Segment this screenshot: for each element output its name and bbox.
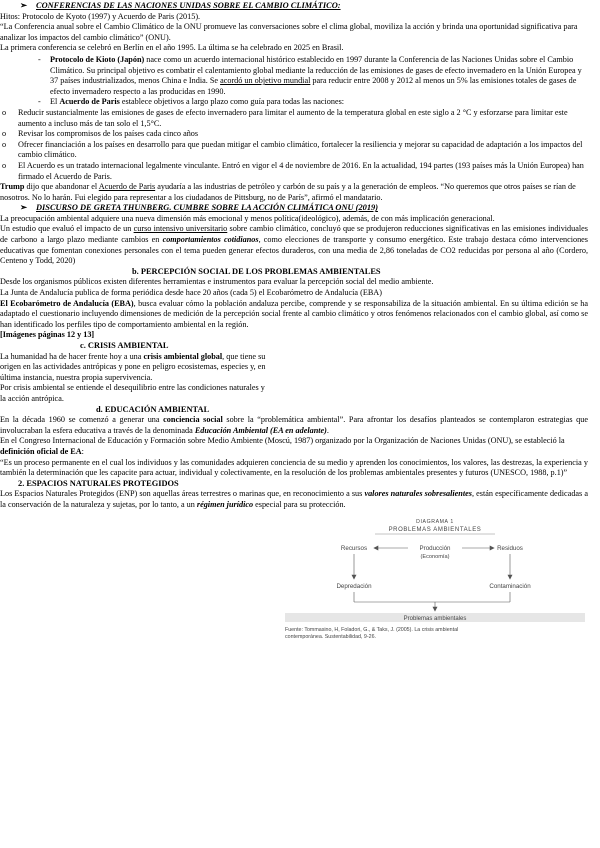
paris-goal-text: Revisar los compromisos de los países cada cinco años xyxy=(18,129,199,139)
node-contamination: Contaminación xyxy=(489,583,531,590)
heading-perception: b. PERCEPCIÓN SOCIAL DE LOS PROBLEMAS AMBIENTALES xyxy=(132,266,381,276)
diagram-svg xyxy=(282,514,588,644)
study-text-b: sobre cambio climático, concluyó que se produjeron reducciones significativas en las emisiones individuales de carbono a largo plazo mediante cambios en xyxy=(0,224,588,245)
edu-text-a: En la década 1960 se comenzó a generar una xyxy=(0,415,164,425)
heading-protected-spaces: 2. ESPACIOS NATURALES PROTEGIDOS xyxy=(18,478,179,488)
arrow-icon: ➢ xyxy=(20,203,28,213)
crisis-paragraph-2: Por crisis ambiental se entiende el desequilibrio entre las condiciones naturales y la acción antrópica. xyxy=(0,383,265,403)
greta-paragraph-2 xyxy=(0,224,588,266)
paris-goal-text: El Acuerdo es un tratado internacional legalmente vinculante. Entró en vigor el 4 de noviembre de 2016. En la actualidad, 194 partes (193 países más la Unión Europea) han firmado el Acuerdo de Paris. xyxy=(18,160,584,181)
arrow-icon: ➢ xyxy=(20,1,28,10)
paris-goal-4 xyxy=(0,161,588,182)
crisis-column xyxy=(0,341,272,405)
heading-crisis: c. CRISIS AMBIENTAL xyxy=(80,341,169,350)
node-depredation: Depredación xyxy=(336,583,372,590)
crisis-text-a: La humanidad ha de hacer frente hoy a una xyxy=(0,351,144,361)
education-paragraph-2 xyxy=(0,436,588,457)
diagram-source-1: Fuente: Tommasino, H, Foladori, G., & Taks, J. (2005). La crisis ambiental xyxy=(285,627,459,633)
paris-goal-text: Reducir sustancialmente las emisiones de gases de efecto invernadero para limitar el aumento de la temperatura global en este siglo a 2 °C y esforzarse para limitar este aumento a incluso más de tan solo el 1,5°C. xyxy=(18,107,568,128)
perception-paragraph-1: Desde los organismos públicos existen diferentes herramientas e instrumentos para evaluar la percepción social del medio ambiente. xyxy=(0,277,434,287)
bullet-marker: o xyxy=(2,129,7,139)
greta-paragraph-1: La preocupación ambiental adquiere una nueva dimensión más emocional y menos política(ideológico), además, de con más implicación generacional. xyxy=(0,213,495,223)
study-underline: curso intensivo universitario xyxy=(133,224,228,234)
study-text-a: Un estudio que evaluó el impacto de un xyxy=(0,224,134,234)
diagram-source-2: contemporánea. Sustentabilidad, 9-26. xyxy=(285,634,376,640)
study-bold: comportamientos cotidianos xyxy=(162,235,259,245)
paris-text-a: El xyxy=(50,97,60,107)
dash-marker: - xyxy=(38,54,41,64)
paris-text-b: establece objetivos a largo plazo como guía para todas las naciones: xyxy=(119,97,345,107)
heading-text: CONFERENCIAS DE LAS NACIONES UNIDAS SOBRE EL CAMBIO CLIMÁTICO: xyxy=(36,1,341,10)
bullet-marker: o xyxy=(2,107,7,117)
first-conference-line: La primera conferencia se celebró en Berlín en el año 1995. La última se ha celebrado en 2025 en Brasil. xyxy=(0,43,344,53)
node-waste: Residuos xyxy=(497,545,523,552)
edu-text-c: . xyxy=(326,425,329,435)
kyoto-bold: Protocolo de Kioto (Japón) xyxy=(50,54,145,64)
onu-quote: “La Conferencia anual sobre el Cambio Climático de la ONU promueve las conversaciones sobre el clima global, moviliza la acción y brinda una oportunidad significativa para analizar los impactos del cambio climático” (ONU). xyxy=(0,22,578,42)
trump-text-b: ayudaría a las industrias de petróleo y carbón de su país y a la generación de empleos. “No queremos que otros países se rían de nosotros. No lo harán. Fui elegido para representar a los ciudadanos de Pittsburg, no de París”, afirmó el mandatario. xyxy=(0,182,576,202)
eba-text: , busca evaluar cómo la población andaluza percibe, comprende y se responsabiliza de la situación ambiental. En su última edición se ha adaptado el cuestionario incluyendo dimensiones de medición de la percepción social frente al cambio climático y otros fenómenos relacionados con el cambio global, así como se han identificado los perfiles tipo de comportamiento ambiental en la región. xyxy=(0,298,588,329)
hitos-line: Hitos: Protocolo de Kyoto (1997) y Acuerdo de Paris (2015). xyxy=(0,11,201,21)
crisis-bold: crisis ambiental global xyxy=(143,351,223,361)
paris-bold: Acuerdo de Paris xyxy=(59,97,120,107)
enp-bold: valores naturales sobresalientes xyxy=(364,489,472,499)
paris-item xyxy=(0,97,588,108)
congress-text-b: : xyxy=(81,446,84,456)
heading-text: DISCURSO DE GRETA THUNBERG. CUMBRE SOBRE LA ACCIÓN CLIMÁTICA ONU (2019) xyxy=(36,203,378,213)
congress-text-a: En el Congreso Internacional de Educación y Formación sobre Medio Ambiente (Moscú, 1987) organizado por la Organización de Naciones Unidas (ONU), se estableció la xyxy=(0,436,565,446)
trump-text-a: dijo que abandonar el xyxy=(24,182,99,192)
unesco-quote: “Es un proceso permanente en el cual los individuos y las comunidades adquieren conciencia de su medio y aprenden los conocimientos, los valores, las destrezas, la experiencia y también la determinación que les capacite para actuar, individual y colectivamente, en la resolución de los problemas ambientales presentes y futuros (UNESCO, 1988, p.1)” xyxy=(0,457,588,478)
kyoto-item xyxy=(0,55,588,97)
trump-paragraph xyxy=(0,182,588,203)
education-paragraph-1 xyxy=(0,415,588,436)
trump-bold: Trump xyxy=(0,182,25,192)
edu-bold: conciencia social xyxy=(163,415,223,425)
node-economy: (Economía) xyxy=(420,554,450,560)
edu-bold-2: Educación Ambiental (EA en adelante) xyxy=(194,425,327,435)
edu-text-b: sobre la “problemática ambiental”. Para afrontar los desafíos planteados se contemplaron estrategias que involucraban la esfera educativa a través de la denominada xyxy=(0,415,589,435)
bullet-marker: o xyxy=(2,160,7,170)
diagram-title: PROBLEMAS AMBIENTALES xyxy=(388,527,482,533)
enp-text-a: Los Espacios Naturales Protegidos (ENP) son aquellas áreas terrestres o marinas que, en reconocimiento a sus xyxy=(0,489,365,499)
heading-education: d. EDUCACIÓN AMBIENTAL xyxy=(96,404,210,414)
kyoto-text-a: nace como un acuerdo internacional histórico establecido en 1997 durante la Conferencia de las Naciones Unidas sobre el Cambio Climático. Su principal objetivo es combatir el calentamiento global mediante la reducción de las emisiones de gases de efecto invernadero en la Unión Europea y 37 países industrializados, menos China e India. Se xyxy=(50,54,582,86)
congress-bold: definición oficial de EA xyxy=(0,446,82,456)
crisis-text-b: , que tiene su origen en las actividades antrópicas y pone en peligro ecosistemas, especies y, en última instancia, nuestra propia supervivencia. xyxy=(0,351,266,382)
enp-text-b: , están específicamente dedicadas a la conservación de la naturaleza y sujetas, por lo tanto, a un xyxy=(0,489,589,509)
kyoto-text-b: para reducir entre 2008 y 2012 al menos un 5% las emisiones totales de gases de efecto invernadero respecto a las producidas en 1990. xyxy=(50,76,577,96)
trump-underline: Acuerdo de Paris xyxy=(98,182,156,192)
paris-goal-1 xyxy=(0,108,588,129)
perception-paragraph-3 xyxy=(0,299,588,331)
node-production: Producción xyxy=(419,545,451,552)
diagram-number: DIAGRAMA 1 xyxy=(416,519,454,525)
paris-goal-2 xyxy=(0,129,588,140)
paris-goal-3 xyxy=(0,140,588,161)
enp-bold-2: régimen jurídico xyxy=(196,499,254,509)
eba-bold: El Ecobarómetro de Andalucía (EBA) xyxy=(0,298,134,308)
images-note: [Imágenes páginas 12 y 13] xyxy=(0,330,95,340)
environmental-problems-diagram xyxy=(282,514,588,644)
enp-paragraph xyxy=(0,489,588,510)
perception-paragraph-2: La Junta de Andalucía publica de forma periódica desde hace 20 años (cada 5) el Ecobarómetro de Andalucía (EBA) xyxy=(0,288,382,298)
bullet-marker: o xyxy=(2,139,7,149)
heading-conferences xyxy=(0,1,588,12)
crisis-paragraph-1 xyxy=(0,352,272,384)
dash-marker: - xyxy=(38,97,41,107)
heading-greta xyxy=(0,203,588,214)
kyoto-underline: acordó un objetivo mundial xyxy=(220,76,311,86)
study-text-c: , como elecciones de transporte y consumo energético. Este trabajo destaca cómo intervenciones educativas que fomentan conexiones personales con el tema pueden generar efectos duraderos, con una media de 2,86 toneladas de CO2 reducidas por persona al año (Cordero, Centeno y Todd, 2020) xyxy=(0,235,588,266)
node-resources: Recursos xyxy=(340,545,368,552)
paris-goal-text: Ofrecer financiación a los países en desarrollo para que puedan mitigar el cambio climático, fortalecer la resiliencia y mejorar su capacidad de adaptación a los impactos del cambio climático. xyxy=(18,139,583,160)
node-problems: Problemas ambientales xyxy=(403,616,467,622)
enp-text-c: especial para su protección. xyxy=(253,499,346,509)
